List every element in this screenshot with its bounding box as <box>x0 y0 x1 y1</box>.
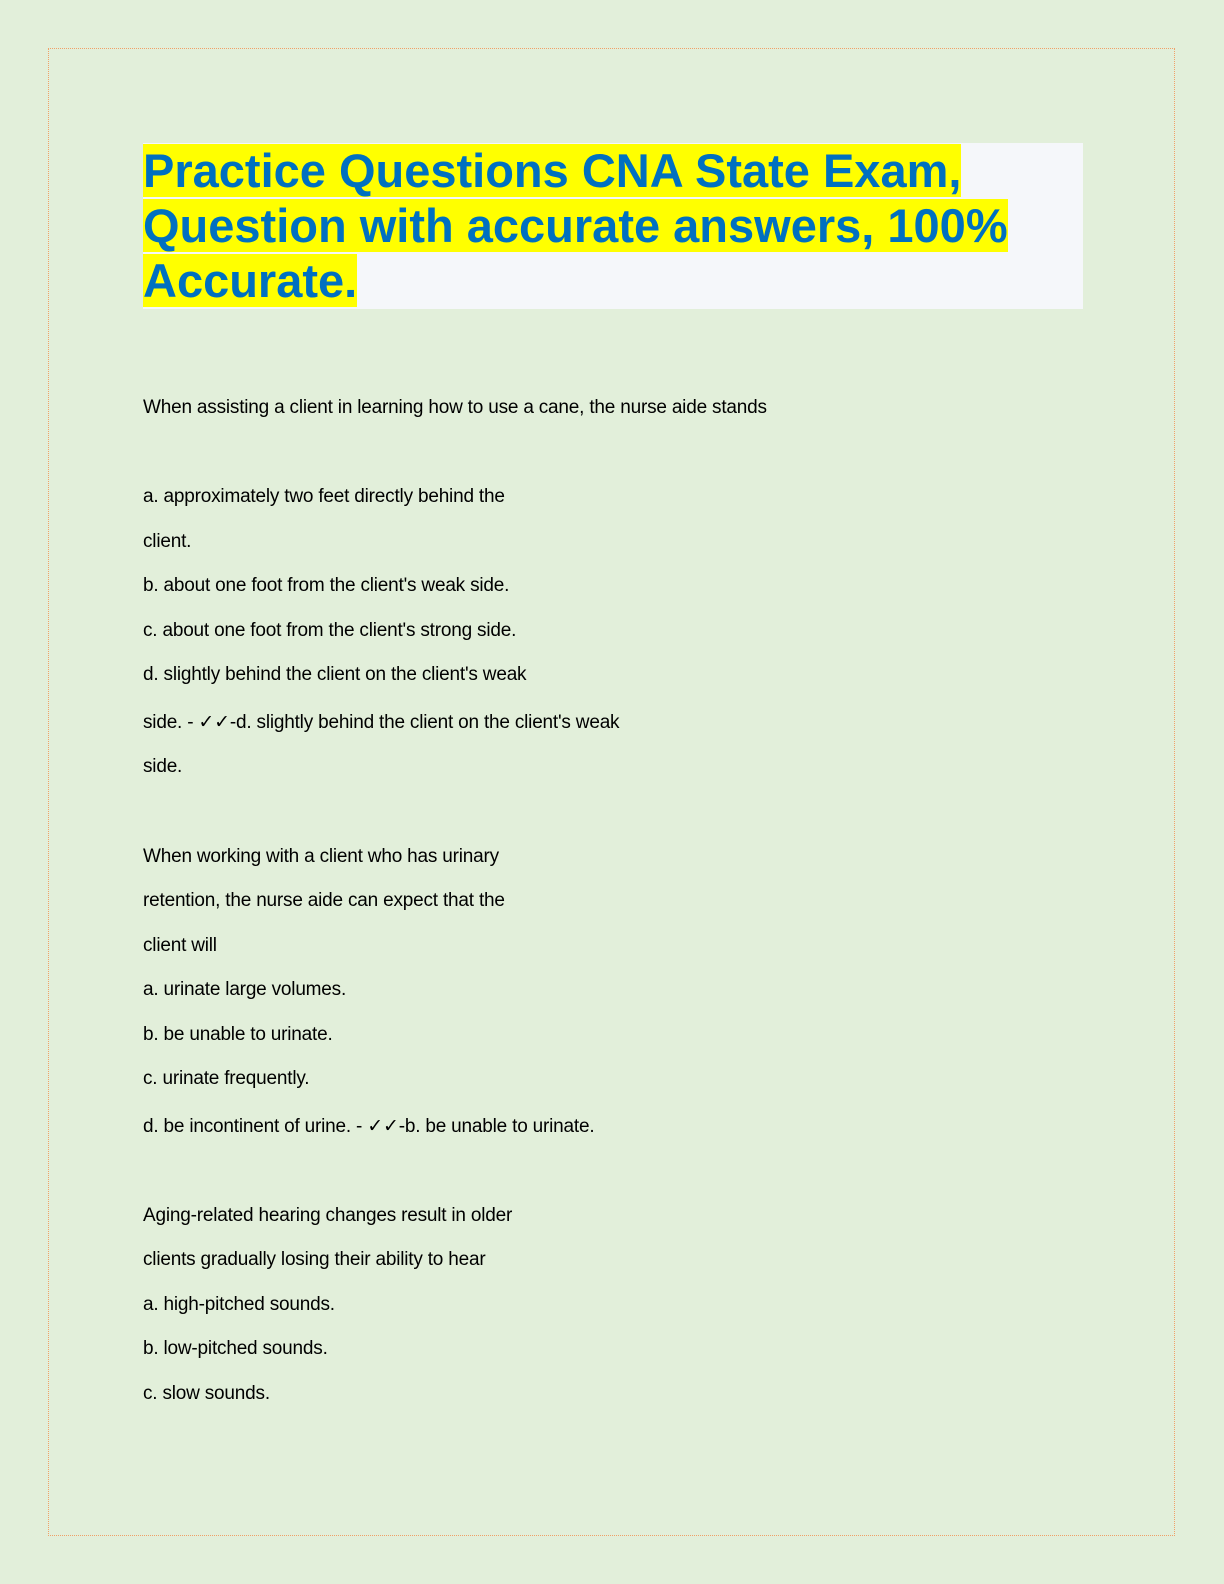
question-stem: When working with a client who has urinary <box>143 846 499 867</box>
title-line: Practice Questions CNA State Exam, <box>143 144 962 197</box>
option-b: b. low-pitched sounds. <box>143 1338 328 1359</box>
option-c: c. urinate frequently. <box>143 1068 310 1089</box>
option-d: d. slightly behind the client on the client's weak <box>143 664 527 685</box>
option-a-cont: client. <box>143 531 192 552</box>
document-title <box>143 143 1083 308</box>
answer-line <box>143 711 619 734</box>
answer-line <box>143 1115 594 1138</box>
question-stem: When assisting a client in learning how to use a cane, the nurse aide stands <box>143 397 767 418</box>
double-checkmark-icon: ✓✓ <box>367 1115 399 1137</box>
question-stem-cont: clients gradually losing their ability to hear <box>143 1249 486 1270</box>
question-stem-cont: retention, the nurse aide can expect that the <box>143 890 505 911</box>
question-stem: Aging-related hearing changes result in older <box>143 1205 513 1226</box>
option-d: d. be incontinent of urine. - <box>143 1116 368 1137</box>
title-line: Accurate. <box>143 254 358 307</box>
option-c: c. slow sounds. <box>143 1383 270 1404</box>
option-c: c. about one foot from the client's strong side. <box>143 620 517 641</box>
option-d-cont: side. - <box>143 712 199 733</box>
double-checkmark-icon: ✓✓ <box>198 711 230 733</box>
answer-text: -b. be unable to urinate. <box>398 1116 595 1137</box>
answer-text-cont: side. <box>143 756 183 777</box>
question-stem-cont: client will <box>143 935 217 956</box>
option-a: a. approximately two feet directly behind the <box>143 486 505 507</box>
option-a: a. urinate large volumes. <box>143 979 347 1000</box>
answer-text: -d. slightly behind the client on the client's weak <box>229 712 620 733</box>
option-b: b. be unable to urinate. <box>143 1024 333 1045</box>
title-line: Question with accurate answers, 100% <box>143 199 1008 252</box>
option-a: a. high-pitched sounds. <box>143 1294 335 1315</box>
option-b: b. about one foot from the client's weak side. <box>143 575 510 596</box>
